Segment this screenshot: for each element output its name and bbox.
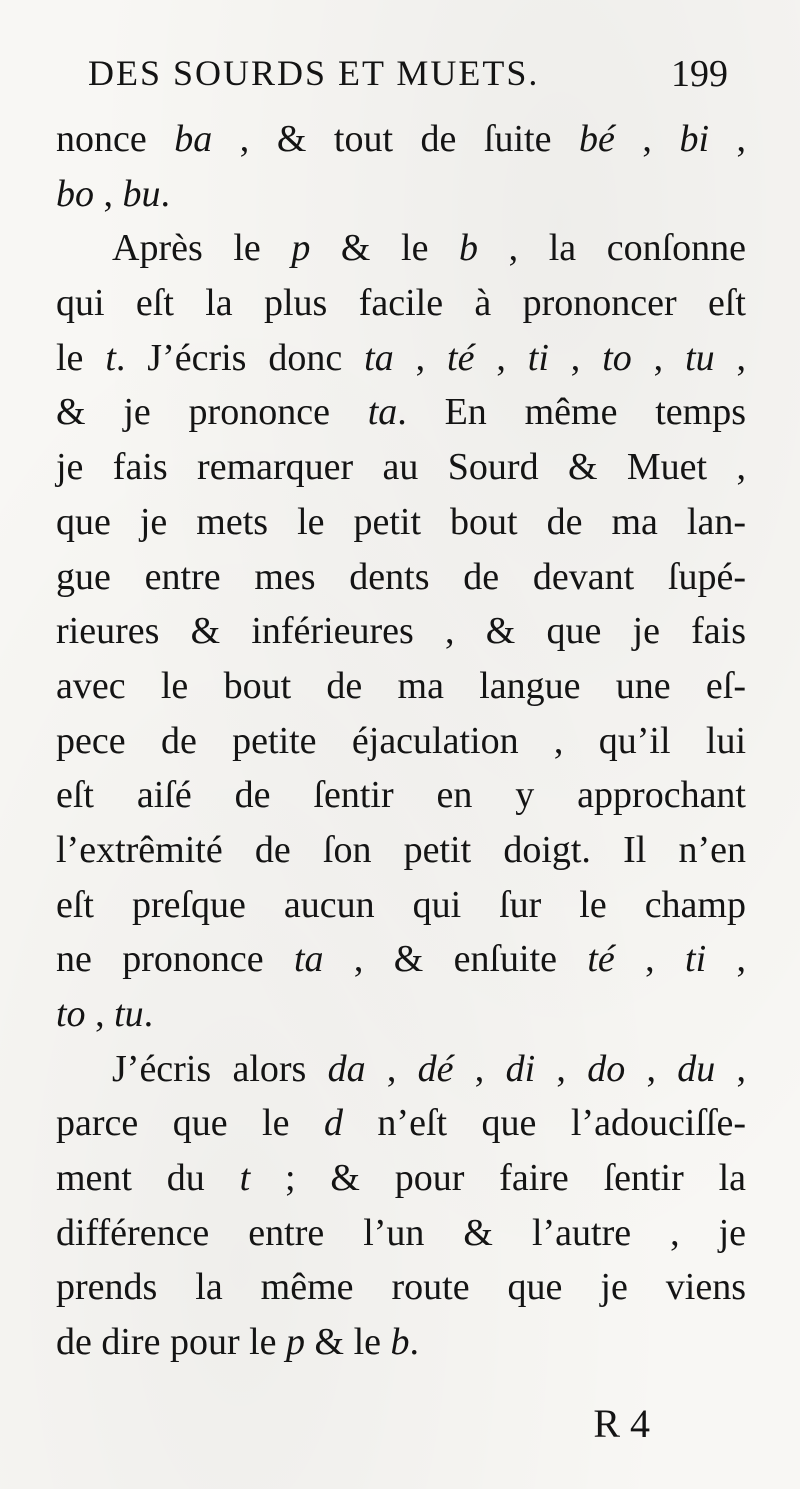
italic-text: bé (579, 118, 615, 160)
text-run: . (143, 993, 154, 1035)
signature-mark: R 4 (593, 1401, 650, 1446)
text-line (56, 714, 746, 769)
text-line (56, 440, 746, 495)
text-run: parce que le (56, 1102, 324, 1145)
text-line (56, 385, 746, 440)
text-run: , (614, 118, 680, 160)
text-run: , (706, 938, 746, 981)
italic-text: d (323, 1102, 343, 1145)
italic-text: ta (293, 938, 324, 981)
italic-text: p (286, 1321, 306, 1364)
text-run: . J’écris donc (115, 336, 365, 379)
text-run: nonce (56, 118, 175, 160)
text-run: le (56, 336, 106, 379)
text-run: , (715, 1047, 747, 1090)
italic-text: t (239, 1157, 251, 1200)
italic-text: p (291, 227, 311, 270)
text-run: avec le bout de ma langue une eſ- (56, 664, 746, 707)
italic-text: do (587, 1047, 626, 1090)
text-line (56, 604, 746, 659)
paragraph (56, 1042, 746, 1370)
text-line (56, 167, 746, 222)
page-header (88, 46, 728, 106)
paragraph (56, 112, 746, 221)
text-line (56, 878, 746, 933)
text-run: . En même temps (397, 391, 746, 434)
italic-text: té (587, 938, 615, 981)
text-run: . (409, 1321, 420, 1364)
text-line (56, 932, 746, 987)
italic-text: di (505, 1047, 536, 1090)
text-run: gue entre mes dents de devant ſupé- (56, 555, 746, 598)
italic-text: ti (685, 938, 707, 981)
text-run: ; & pour faire ſentir la (250, 1157, 746, 1200)
italic-text: to (602, 336, 632, 379)
text-run: Après le (112, 227, 292, 270)
text-line (56, 987, 746, 1042)
text-run: eſt preſque aucun qui ſur le champ (56, 883, 746, 926)
text-run: de dire pour le (56, 1321, 287, 1364)
italic-text: tu (685, 336, 715, 379)
italic-text: tu (114, 993, 144, 1035)
text-line (56, 1315, 746, 1370)
text-line (56, 823, 746, 878)
text-line (56, 495, 746, 550)
text-run: qui eſt la plus facile à prononcer eſt (56, 282, 746, 325)
body-text (56, 112, 746, 1370)
text-run: , & enſuite (323, 938, 588, 981)
text-run: , (548, 336, 603, 379)
italic-text: du (677, 1047, 716, 1090)
italic-text: ba (174, 118, 213, 160)
text-run: , (393, 336, 448, 379)
text-run: , (453, 1047, 506, 1090)
italic-text: dé (417, 1047, 454, 1090)
text-run: , la conſonne (478, 227, 746, 270)
text-line (56, 1151, 746, 1206)
italic-text: b (459, 227, 479, 270)
text-run: & je prononce (56, 391, 368, 434)
italic-text: ta (364, 336, 394, 379)
text-run: rieures & inférieures , & que je fais (56, 610, 746, 653)
text-line (56, 276, 746, 331)
text-line (56, 659, 746, 714)
text-run: eſt aiſé de ſentir en y approchant (56, 774, 746, 817)
text-run: , (709, 118, 747, 160)
text-run: , (535, 1047, 588, 1090)
italic-text: da (327, 1047, 366, 1090)
text-run: , (85, 993, 115, 1035)
text-line (56, 1260, 746, 1315)
text-run: ment du (56, 1157, 240, 1200)
text-run: l’extrêmité de ſon petit doigt. Il n’en (56, 828, 746, 871)
text-run: , (94, 172, 123, 215)
page-number: 199 (671, 53, 728, 95)
text-line (56, 1096, 746, 1151)
text-run: que je mets le petit bout de ma lan- (56, 500, 746, 543)
text-run: , (474, 336, 528, 379)
italic-text: b (390, 1321, 410, 1364)
text-run: , (625, 1047, 678, 1090)
italic-text: ta (367, 391, 398, 434)
italic-text: bo (56, 172, 94, 215)
text-run: différence entre l’un & l’autre , je (56, 1211, 746, 1254)
text-run: , (614, 938, 686, 981)
text-run: je fais remarquer au Sourd & Muet , (56, 446, 746, 489)
text-line (56, 221, 746, 276)
text-line (56, 1042, 746, 1097)
text-line (56, 768, 746, 823)
text-run: , (631, 336, 686, 379)
italic-text: t (105, 336, 116, 379)
running-head: DES SOURDS ET MUETS. (88, 53, 540, 93)
italic-text: bu (122, 172, 161, 215)
text-run: . (160, 172, 170, 215)
italic-text: ti (527, 336, 549, 379)
text-run: , (365, 1047, 418, 1090)
paragraph (56, 221, 746, 1041)
text-line (56, 1206, 746, 1261)
text-line (56, 550, 746, 605)
text-run: J’écris alors (112, 1047, 328, 1090)
text-run: & le (305, 1321, 391, 1364)
text-run: , (714, 336, 747, 379)
text-line (56, 331, 746, 386)
text-line (56, 112, 746, 167)
text-run: & le (310, 227, 460, 270)
italic-text: to (56, 993, 86, 1035)
text-run: ne prononce (56, 938, 294, 981)
text-run: , & tout de ſuite (212, 118, 579, 160)
text-run: prends la même route que je viens (56, 1266, 746, 1309)
italic-text: té (447, 336, 475, 379)
text-run: pece de petite éjaculation , qu’il lui (56, 719, 746, 762)
italic-text: bi (679, 118, 709, 160)
text-run: n’eſt que l’adouciſſe- (342, 1102, 746, 1145)
